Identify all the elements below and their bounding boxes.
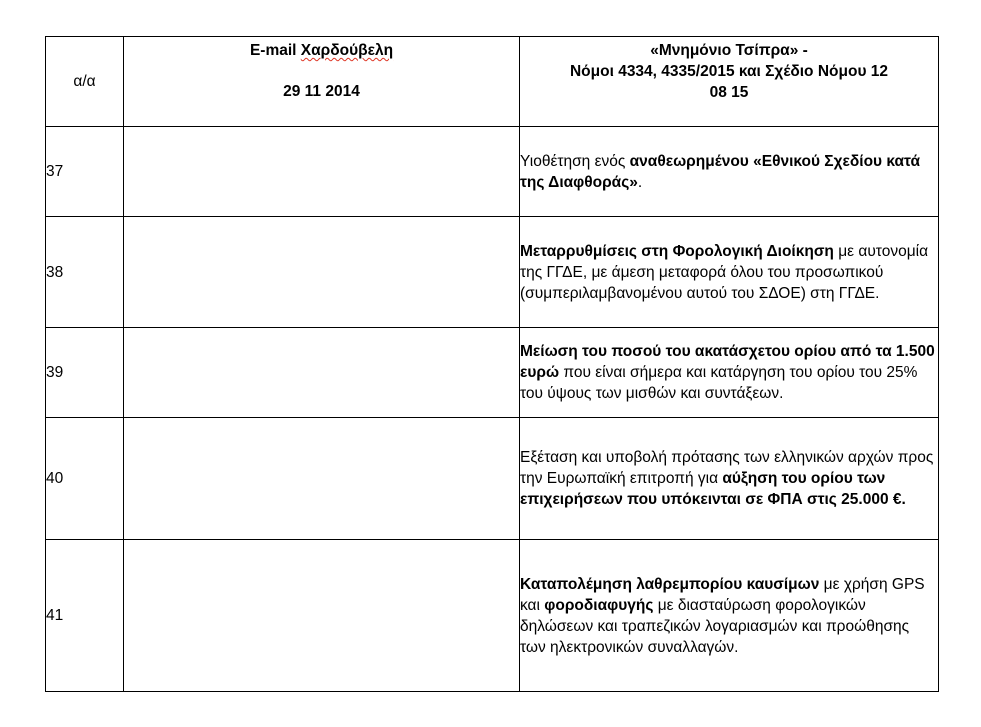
header-number-label: α/α [73,73,96,90]
header-email-name: Χαρδούβελη [300,42,394,59]
measure-cell [520,217,939,328]
header-law-line1: «Μνημόνιο Τσίπρα» - [650,42,808,59]
measure-text: που είναι σήμερα και κατάργηση του ορίου του 25% του ύψους των μισθών και συντάξεων. [520,364,918,402]
email-cell [124,217,520,328]
measure-text-bold: φοροδιαφυγής [544,596,654,614]
header-email-date: 29 11 2014 [283,83,360,100]
row-number: 38 [46,217,124,328]
table-row [46,328,939,418]
measure-text: Εξέταση και υποβολή πρότασης των ελληνικών αρχών προς την Ευρωπαϊκή επιτροπή για [520,449,934,487]
header-law-line3: 08 15 [709,84,749,101]
email-cell [124,540,520,692]
measure-text: με διασταύρωση φορολογικών δηλώσεων και τραπεζικών λογαριασμών και προώθησης των ηλεκτρονικών συναλλαγών. [520,596,910,656]
measure-text-bold: αναθεωρημένου «Εθνικού Σχεδίου κατά της Διαφθοράς» [520,152,921,191]
table-row [46,540,939,692]
measure-text-bold: αύξηση του ορίου των επιχειρήσεων που υπόκεινται σε ΦΠΑ στις 25.000 €. [520,470,906,508]
measure-cell [520,328,939,418]
measure-text-bold: Μεταρρυθμίσεις στη Φορολογική Διοίκηση [520,242,834,260]
header-law-cell [520,37,939,127]
measure-text: . [637,173,643,191]
header-email-title: E-mail Χαρδούβελη [249,42,394,59]
table-row [46,418,939,540]
header-email-cell [124,37,520,127]
header-number-cell [46,37,124,127]
comparison-table [45,36,939,692]
measure-text: με αυτονομία της ΓΓΔΕ, με άμεση μεταφορά όλου του προσωπικού (συμπεριλαμβανομένου αυτού του ΣΔΟΕ) στη ΓΓΔΕ. [520,242,929,302]
measure-text: με χρήση GPS και [520,575,925,614]
header-law-line2: Νόμοι 4334, 4335/2015 και Σχέδιο Νόμου 12 [569,63,889,80]
measure-text: Υιοθέτηση ενός [520,152,630,170]
measure-cell [520,418,939,540]
header-row [46,37,939,127]
table-row [46,217,939,328]
measure-text-bold: Μείωση του ποσού του ακατάσχετου ορίου από τα 1.500 ευρώ [520,343,935,381]
email-cell [124,127,520,217]
table-row [46,127,939,217]
measure-cell [520,127,939,217]
row-number: 41 [46,540,124,692]
measure-text-bold: Καταπολέμηση λαθρεμπορίου καυσίμων [520,575,820,593]
email-cell [124,418,520,540]
row-number: 40 [46,418,124,540]
email-cell [124,328,520,418]
measure-cell [520,540,939,692]
row-number: 39 [46,328,124,418]
row-number: 37 [46,127,124,217]
